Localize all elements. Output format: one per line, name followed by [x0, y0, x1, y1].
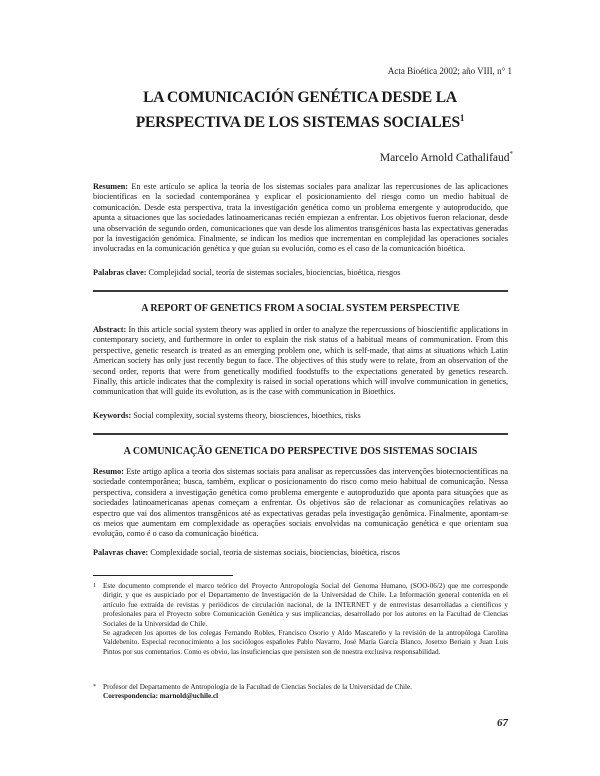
abstract-text: Este artigo aplica a teoria dos sistemas sociais para analisar as repercussões das intervenções biotecnocientíficas na sociedade contemporânea; busca, também, explicar o posicionamento do risco como meio habitual de comunicação. Nessa perspectiva, considera a investigação genética como problema emergente e autoproduzido que aponta para situações que as sociedades latinoamericanas apenas começam a enfrentar. Os objetivos são de relacionar as comunicações relativas ao espectro que vai dos alimentos transgênicos até as expectativas geradas pela investigação genômica. Finalmente, apontam-se os meios que aumentam em complexidade as operações sociais envolvidas na comunicação genética e que orientam sua evolução, como é o caso da comunicação bioética.: [93, 467, 508, 539]
abstract-label: Resumo:: [93, 467, 124, 476]
keywords-text: Complexidade social, teoria de sistemas sociais, biociencias, bioética, riscos: [148, 548, 400, 557]
keywords-text: Social complexity, social systems theory, biosciences, bioethics, risks: [131, 411, 361, 420]
footnote-author: [93, 683, 508, 702]
author-name: Marcelo Arnold Cathalifaud*: [379, 150, 513, 164]
footnote-mark: 1: [93, 583, 96, 589]
article-title: [0, 88, 600, 133]
abstract-label: Resumen:: [93, 182, 129, 191]
footnote-1: [93, 582, 508, 657]
abstract-text: En este artículo se aplica la teoría de los sistemas sociales para analizar las repercusiones de las aplicaciones biocientíficas en la sociedad contemporánea y explicar el posicionamiento del riesgo como un medio habitual de comunicación. Desde esta perspectiva, trata la investigación genética como un problema emergente y autoproducido, que apunta a situaciones que las sociedades latinoamericanas recién empiezan a enfrentar. Los objetivos fueron relacionar, desde una observación de segundo orden, comunicaciones que van desde los alimentos transgénicos hasta las expectativas generadas por la investigación genómica. Finalmente, se indican los medios que incrementan en complejidad las operaciones sociales involucradas en la comunicación genética y que guían su evolución, como es el caso de la comunicación bioética.: [93, 182, 508, 254]
title-footnote-mark[interactable]: 1: [459, 113, 465, 123]
footnote-paragraph: Se agradecen los aportes de los colegas Fernando Robles, Francisco Osorio y Aldo Mascareño y la revisión de la antropóloga Carolina Valdebenito. Especial reconocimiento a los sociólogos españoles Pablo Navarro, José María García Blanco, Josetxo Beriain y Juan Luis Pintos por sus comentarios. Como es obvio, las insuficiencias que persisten son de nuestra exclusiva responsabilidad.: [103, 629, 508, 656]
title-line-1: LA COMUNICACIÓN GENÉTICA DESDE LA: [143, 89, 457, 106]
abstract-label: Abstract:: [93, 325, 127, 334]
correspondence-email[interactable]: Correspondencia: marnold@uchile.cl: [103, 692, 219, 701]
footnote-separator: [93, 575, 233, 576]
portuguese-abstract: [93, 467, 508, 540]
english-section-title: A REPORT OF GENETICS FROM A SOCIAL SYSTEM PERSPECTIVE: [141, 303, 460, 314]
spanish-abstract: [93, 182, 508, 255]
section-divider: [93, 433, 508, 435]
author-footnote-mark[interactable]: *: [509, 150, 513, 158]
portuguese-section-title: A COMUNICAÇÃO GENETICA DO PERSPECTIVE DOS SISTEMAS SOCIAIS: [123, 446, 478, 457]
english-keywords: [93, 411, 508, 421]
portuguese-keywords: [93, 548, 508, 558]
page-number: 67: [497, 717, 508, 729]
footnote-paragraph: Profesor del Departamento de Antropología de la Facultad de Ciencias Sociales de la Universidad de Chile.: [103, 683, 412, 691]
section-divider: [93, 290, 508, 292]
journal-citation: Acta Bioética 2002; año VIII, n° 1: [387, 66, 512, 76]
footnote-mark: *: [93, 684, 96, 690]
spanish-keywords: [93, 268, 508, 278]
english-abstract: [93, 325, 508, 398]
title-line-2: PERSPECTIVA DE LOS SISTEMAS SOCIALES$^1$: [135, 113, 465, 132]
footnote-paragraph: Este documento comprende el marco teórico del Proyecto Antropología Social del Genoma Humano, (SOO-06/2) que me corresponde dirigir, y que es auspiciado por el Departamento de Investigación de la Universidad de Chile. La Información general contenida en el artículo fue extraída de revistas y periódicos de circulación nacional, de la INTERNET y de entrevistas desarrolladas a científicos y profesionales para el Proyecto sobre Comunicación Genética y sus implicancias, desarrollado por los autores en la Facultad de Ciencias Sociales de la Universidad de Chile.: [103, 582, 508, 628]
keywords-label: Keywords:: [93, 411, 132, 420]
keywords-label: Palabras clave:: [93, 268, 147, 277]
abstract-text: In this article social system theory was applied in order to analyze the repercussions of bioscientific applications in contemporary society, and furthermore in order to explain the risk status of a habitual means of communication. From this perspective, genetic research is treated as an emerging problem one, which is self-made, that aims at situations which Latin American society has only just recently begun to face. The objectives of this study were to relate, from an observation of the second order, reports that were from genetically modified foodstuffs to the expectations generated by genetics research. Finally, this article indicates that the complexity is raised in social operations which will involve communication in genetics, communication that will guide its evolution, as is the case with communication in Bioethics.: [93, 325, 508, 397]
keywords-label: Palavras chave:: [93, 548, 149, 557]
keywords-text: Complejidad social, teoría de sistemas sociales, biociencias, bioética, riesgos: [146, 268, 401, 277]
